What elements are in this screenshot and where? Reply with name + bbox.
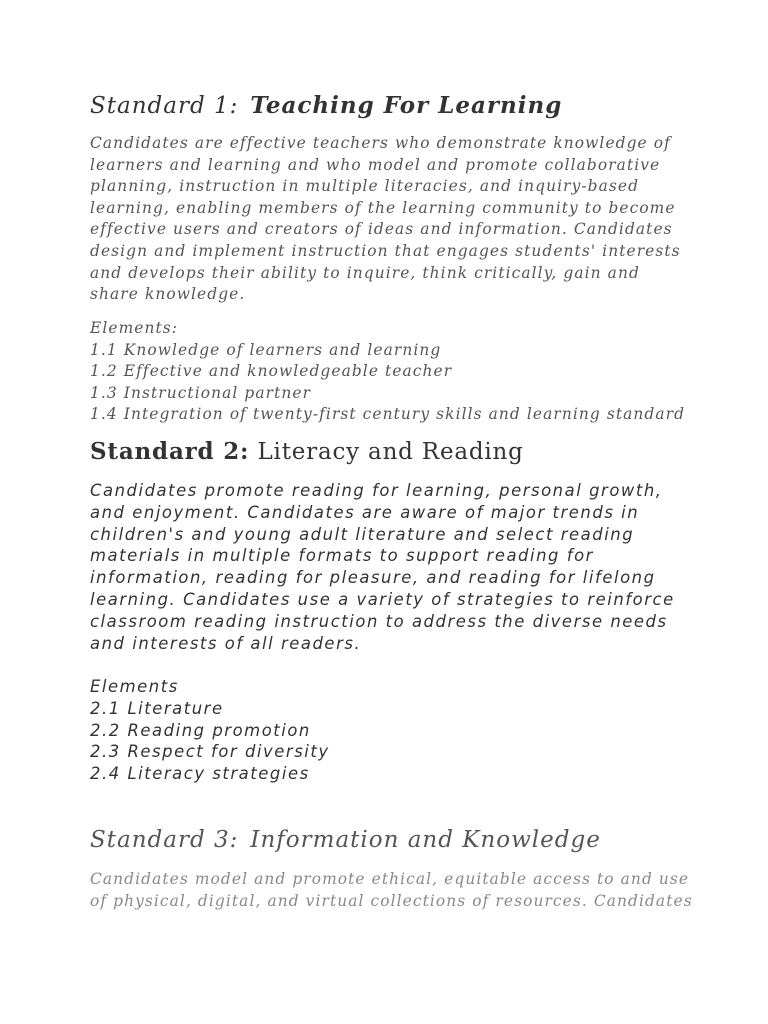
standard-3-paragraph [90, 869, 693, 912]
standard-2-element: 2.4 Literacy strategies [90, 764, 310, 784]
standard-2-number: Standard 2: [90, 438, 250, 465]
standard-2-elements [90, 676, 330, 785]
standard-2-element: 2.1 Literature [90, 698, 224, 718]
standard-2-element: 2.3 Respect for diversity [90, 742, 330, 762]
standard-2-elements-heading: Elements [90, 677, 179, 696]
standard-2-paragraph: Candidates promote reading for learning, personal growth, and enjoyment. Candidates are aware of major trends in children's and young adult literature and select reading materials in multiple formats to support reading for information, reading for pleasure, and reading for lifelong learning. Candidates use a variety of strategies to reinforce classroom reading instruction to address the diverse needs and interests of all readers. [90, 481, 675, 653]
standard-3-heading [90, 827, 601, 853]
standard-1-element: 1.2 Effective and knowledgeable teacher [90, 362, 453, 381]
standard-3-paragraph-line: Candidates model and promote ethical, equitable access to and use [90, 870, 690, 888]
standard-2-title: Literacy and Reading [257, 439, 524, 465]
standard-2-heading [90, 438, 524, 465]
standard-1-element: 1.4 Integration of twenty-first century skills and learning standard [90, 405, 686, 424]
standard-3-title: Information and Knowledge [250, 827, 601, 853]
standard-1-elements [90, 318, 710, 426]
standard-1-number: Standard 1: [90, 93, 239, 119]
standard-2-element: 2.2 Reading promotion [90, 720, 311, 740]
standard-3-paragraph-line: of physical, digital, and virtual collections of resources. Candidates [90, 891, 693, 910]
standard-1-paragraph: Candidates are effective teachers who demonstrate knowledge of learners and learning and who model and promote collaborative planning, instruction in multiple literacies, and inquiry-based learning, enabling members of the learning community to become effective users and creators of ideas and information. Candidates design and implement instruction that engages students' interests and develops their ability to inquire, think critically, gain and share knowledge. [90, 134, 681, 304]
standard-1-elements-heading: Elements: [90, 319, 179, 337]
standard-1-element: 1.3 Instructional partner [90, 383, 312, 402]
standard-1-element: 1.1 Knowledge of learners and learning [90, 340, 442, 359]
standard-1-heading [90, 92, 562, 119]
standard-1-title: Teaching For Learning [250, 92, 563, 119]
standard-3-number: Standard 3: [90, 827, 239, 853]
